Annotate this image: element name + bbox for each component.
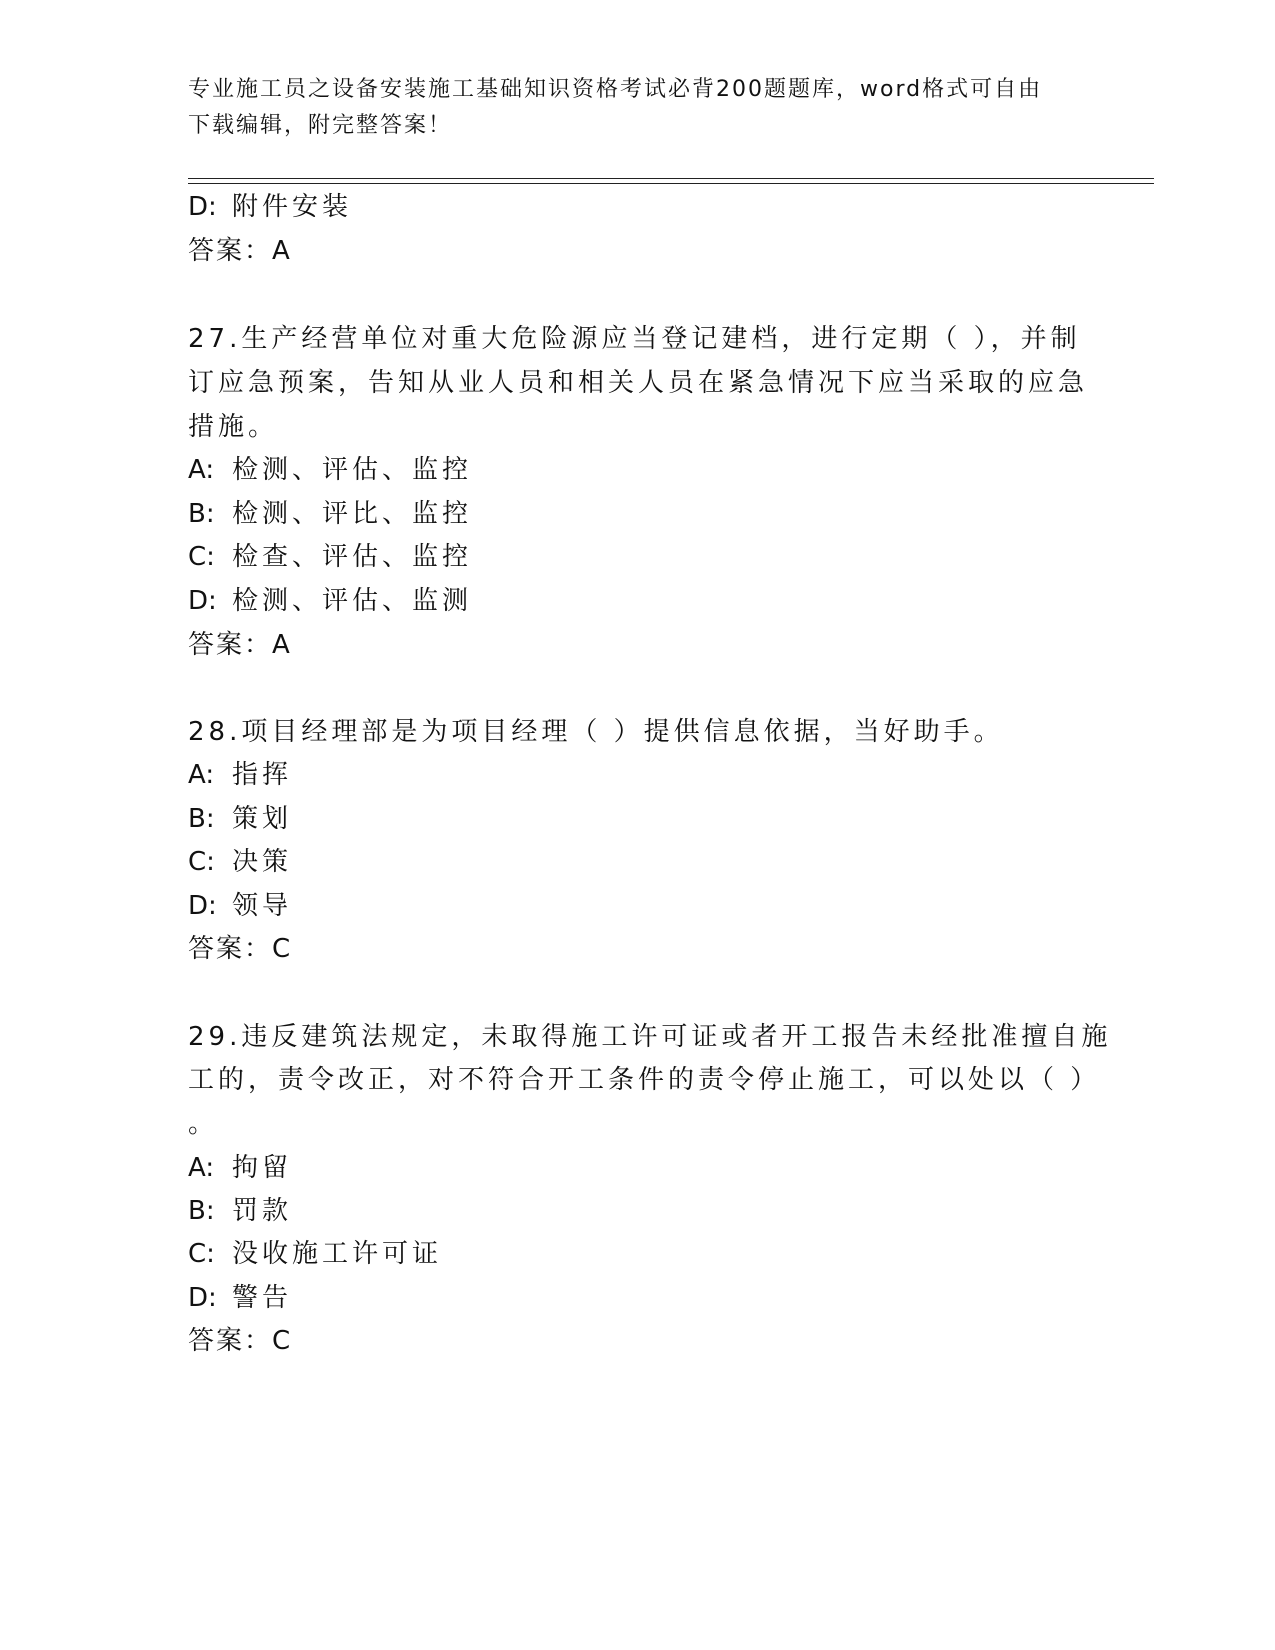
option-text: 没收施工许可证	[232, 1239, 443, 1269]
option-text: 检测、评比、监控	[232, 499, 473, 529]
q29-option-b	[188, 1188, 292, 1234]
option-key: B:	[188, 1196, 215, 1226]
option-text: 检查、评估、监控	[232, 542, 473, 572]
option-key: B:	[188, 499, 215, 529]
document-header	[188, 72, 1068, 144]
option-key: C:	[188, 847, 215, 877]
option-key: A:	[188, 760, 215, 790]
q27-stem-line-3: 措施。	[188, 412, 279, 442]
q28-stem-line-1: 28.项目经理部是为项目经理（ ）提供信息依据，当好助手。	[188, 717, 1004, 747]
q28-option-d	[188, 883, 292, 929]
q27-option-c	[188, 534, 472, 580]
q28-answer: 答案：C	[188, 934, 293, 964]
q29-option-d	[188, 1275, 292, 1321]
header-rule-top	[188, 178, 1154, 179]
q28-option-a	[188, 752, 292, 798]
q27-stem-line-2: 订应急预案，告知从业人员和相关人员在紧急情况下应当采取的应急	[188, 368, 1089, 398]
header-line-1: 专业施工员之设备安装施工基础知识资格考试必背200题题库，word格式可自由	[188, 77, 1043, 102]
option-key: D:	[188, 192, 217, 222]
option-text: 检测、评估、监测	[232, 586, 473, 616]
option-text: 决策	[232, 847, 293, 877]
header-line-2: 下载编辑，附完整答案！	[188, 113, 453, 138]
option-key: C:	[188, 1239, 215, 1269]
option-text: 策划	[232, 804, 293, 834]
q29-option-a	[188, 1145, 292, 1191]
q27-stem-line-1: 27.生产经营单位对重大危险源应当登记建档，进行定期（ ），并制	[188, 324, 1081, 354]
q29-stem-line-2: 工的，责令改正，对不符合开工条件的责令停止施工，可以处以（ ）	[188, 1065, 1101, 1095]
q29-answer: 答案：C	[188, 1326, 293, 1356]
q27-option-b	[188, 491, 472, 537]
option-key: B:	[188, 804, 215, 834]
q28-option-c	[188, 839, 292, 885]
option-key: D:	[188, 1283, 217, 1313]
q29-stem-line-3: 。	[188, 1109, 219, 1139]
option-key: C:	[188, 542, 215, 572]
q29-option-c	[188, 1231, 442, 1277]
q27-option-d	[188, 578, 472, 624]
prev-answer: 答案：A	[188, 236, 292, 266]
option-text: 警告	[232, 1283, 293, 1313]
option-key: A:	[188, 1153, 215, 1183]
option-text: 指挥	[232, 760, 293, 790]
q27-option-a	[188, 447, 472, 493]
q28-option-b	[188, 796, 292, 842]
option-text: 罚款	[232, 1196, 293, 1226]
option-text: 附件安装	[232, 192, 353, 222]
option-text: 领导	[232, 891, 293, 921]
option-key: D:	[188, 891, 217, 921]
option-key: D:	[188, 586, 217, 616]
option-text: 检测、评估、监控	[232, 455, 473, 485]
option-text: 拘留	[232, 1153, 293, 1183]
q27-answer: 答案：A	[188, 630, 292, 660]
q29-stem-line-1: 29.违反建筑法规定，未取得施工许可证或者开工报告未经批准擅自施	[188, 1022, 1112, 1052]
option-key: A:	[188, 455, 215, 485]
prev-option-d	[188, 184, 352, 230]
